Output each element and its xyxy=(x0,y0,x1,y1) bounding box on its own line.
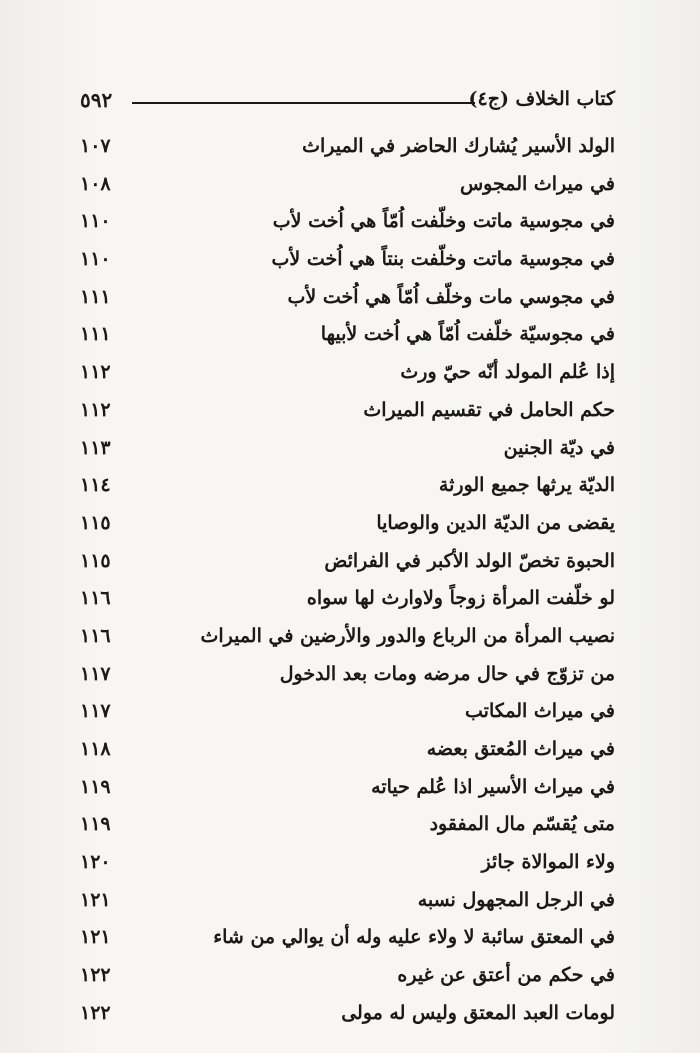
toc-entry xyxy=(80,621,615,659)
toc-entry xyxy=(80,470,615,508)
toc-entry-title: لومات العبد المعتق وليس له مولى xyxy=(341,1001,615,1024)
toc-entry-title: الحبوة تخصّ الولد الأكبر في الفرائض xyxy=(324,549,615,572)
toc-entry-title: في ميراث المجوس xyxy=(459,172,615,195)
toc-entry-title: يقضى من الديّة الدين والوصايا xyxy=(376,511,615,534)
toc-entry-title: ولاء الموالاة جائز xyxy=(481,851,615,874)
toc-entry-title: من تزوّج في حال مرضه ومات بعد الدخول xyxy=(279,662,615,685)
toc-entry-page: ١١١ xyxy=(80,285,111,308)
toc-entry-title: متى يُقسّم مال المفقود xyxy=(429,813,615,836)
toc-entry-page: ١٢٠ xyxy=(80,851,111,874)
toc-entry xyxy=(80,583,615,621)
toc-entry xyxy=(80,998,615,1036)
toc-entry-page: ١٠٨ xyxy=(80,172,111,195)
toc-entry-page: ١١٥ xyxy=(80,511,111,534)
toc-entry-title: إذا عُلم المولد أنّه حيّ ورث xyxy=(400,361,615,384)
toc-entry-page: ١١٤ xyxy=(80,474,111,497)
page-header xyxy=(80,86,615,116)
toc-entry-title: في ميراث المُعتق بعضه xyxy=(426,738,615,760)
toc-entry-title: الديّة يرثها جميع الورثة xyxy=(438,474,615,497)
toc-entry xyxy=(80,206,615,244)
toc-entry-page: ١١٢ xyxy=(80,398,111,421)
toc-entry-title: في المعتق سائبة لا ولاء عليه وله أن يوالي من شاء xyxy=(213,926,615,949)
toc-entry-page: ١٢١ xyxy=(80,888,111,911)
toc-entry-page: ١١٣ xyxy=(80,436,111,459)
header-rule xyxy=(132,102,475,104)
toc-entry xyxy=(80,885,615,923)
toc-entry-page: ١٢٢ xyxy=(80,1001,111,1024)
toc-entry xyxy=(80,433,615,471)
toc-entry-page: ١٠٧ xyxy=(80,135,111,157)
toc-entry-page: ١٢١ xyxy=(80,926,111,949)
toc-entry xyxy=(80,659,615,697)
toc-entry-page: ١١١ xyxy=(80,323,111,346)
toc-entry-page: ١١٠ xyxy=(80,210,111,233)
toc-entry-title: في ديّة الجنين xyxy=(503,436,615,459)
toc-entry xyxy=(80,847,615,885)
toc-entry xyxy=(80,169,615,207)
toc-entry-page: ١١٠ xyxy=(80,248,111,271)
toc-entry xyxy=(80,244,615,282)
toc-entry-title: في مجوسية ماتت وخلّفت اُمّاً هي اُخت لأب xyxy=(272,210,615,233)
toc-entry-page: ١١٩ xyxy=(80,775,111,798)
toc-entry-title: في ميراث المكاتب xyxy=(465,700,615,723)
toc-entry-page: ١١٥ xyxy=(80,549,111,572)
toc-entry xyxy=(80,960,615,998)
toc-entry-title: في ميراث الأسير اذا عُلم حياته xyxy=(371,775,615,798)
toc-entry-title: حكم الحامل في تقسيم الميراث xyxy=(363,398,615,421)
toc-entry-page: ١١٩ xyxy=(80,813,111,836)
toc-entry xyxy=(80,319,615,357)
toc-entry xyxy=(80,282,615,320)
toc-entry-title: في مجوسيّة خلّفت اُمّاً هي اُخت لأبيها xyxy=(320,323,615,346)
toc-entry xyxy=(80,395,615,433)
toc-entry-title: لو خلّفت المرأة زوجاً ولاوارث لها سواه xyxy=(306,587,615,610)
toc-entry xyxy=(80,734,615,772)
toc-entry xyxy=(80,357,615,395)
header-book-title: كتاب الخلاف (ج٤) xyxy=(468,88,615,110)
toc-entry-title: نصيب المرأة من الرباع والدور والأرضين في الميراث xyxy=(200,624,615,647)
toc-entry xyxy=(80,772,615,810)
toc-entry xyxy=(80,508,615,546)
toc-entry xyxy=(80,131,615,169)
toc-entry xyxy=(80,546,615,584)
toc-entry xyxy=(80,809,615,847)
toc-entry-title: في مجوسي مات وخلّف اُمّاً هي اُخت لأب xyxy=(287,285,615,308)
toc-entry-title: الولد الأسير يُشارك الحاضر في الميراث xyxy=(302,135,615,157)
toc-entry-page: ١١٦ xyxy=(80,587,111,610)
toc-entry-title: في حكم من أعتق عن غيره xyxy=(397,964,615,987)
toc-entry-title: في مجوسية ماتت وخلّفت بنتاً هي اُخت لأب xyxy=(271,248,615,271)
toc-entry-page: ١١٨ xyxy=(80,738,111,760)
toc-entry-title: في الرجل المجهول نسبه xyxy=(417,888,615,911)
toc-entry-page: ١١٦ xyxy=(80,624,111,647)
toc-entry xyxy=(80,922,615,960)
header-page-number: ٥٩٢ xyxy=(80,88,113,112)
toc-entry-page: ١١٧ xyxy=(80,700,111,723)
toc-entry xyxy=(80,696,615,734)
toc-entry-page: ١٢٢ xyxy=(80,964,111,987)
toc-entry-page: ١١٧ xyxy=(80,662,111,685)
table-of-contents xyxy=(80,131,615,1036)
toc-entry-page: ١١٢ xyxy=(80,361,111,384)
